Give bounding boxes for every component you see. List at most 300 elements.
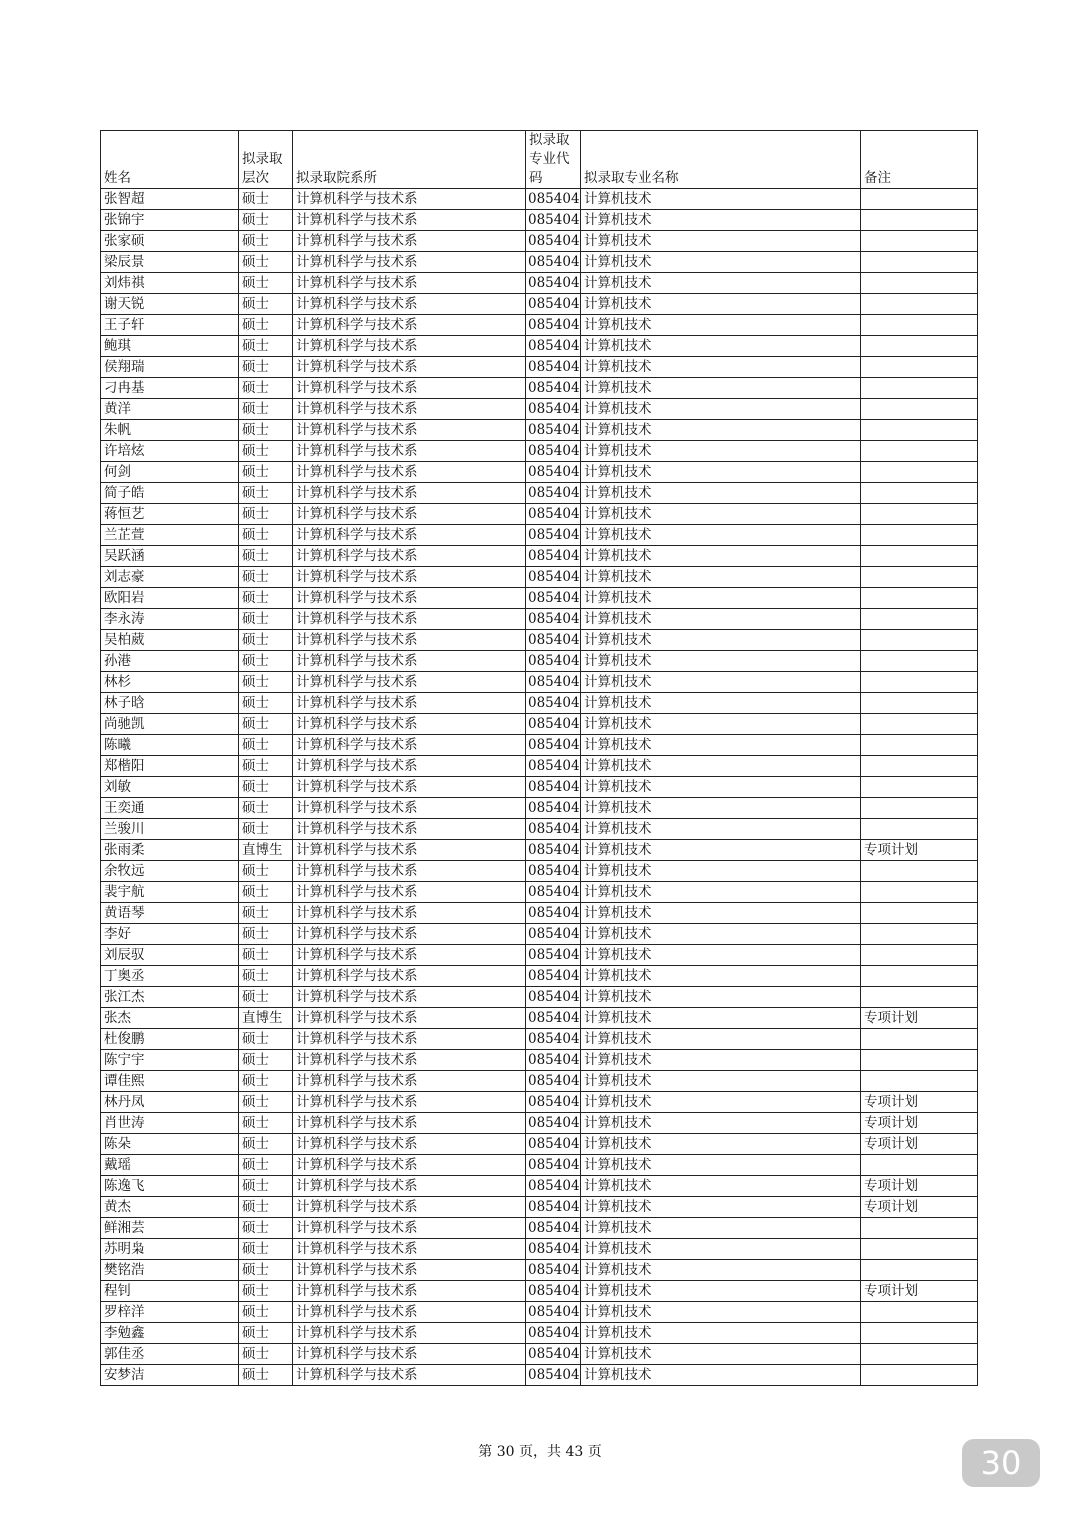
name-cell: 朱帆 xyxy=(101,420,239,441)
major-name-cell: 计算机技术 xyxy=(581,1092,861,1113)
page-number-badge: 30 xyxy=(962,1439,1040,1487)
level-cell: 硕士 xyxy=(239,735,293,756)
table-row xyxy=(101,378,978,399)
remarks-cell xyxy=(861,924,978,945)
remarks-cell xyxy=(861,231,978,252)
table-row xyxy=(101,1239,978,1260)
name-cell: 林子晗 xyxy=(101,693,239,714)
major-code-cell: 085404 xyxy=(526,714,581,735)
name-cell: 李勉鑫 xyxy=(101,1323,239,1344)
name-cell: 林杉 xyxy=(101,672,239,693)
major-name-cell: 计算机技术 xyxy=(581,336,861,357)
remarks-cell: 专项计划 xyxy=(861,1176,978,1197)
name-cell: 梁辰景 xyxy=(101,252,239,273)
name-cell: 兰芷萱 xyxy=(101,525,239,546)
department-cell: 计算机科学与技术系 xyxy=(293,651,526,672)
major-name-cell: 计算机技术 xyxy=(581,966,861,987)
department-cell: 计算机科学与技术系 xyxy=(293,1050,526,1071)
remarks-cell xyxy=(861,693,978,714)
department-cell: 计算机科学与技术系 xyxy=(293,903,526,924)
table-row xyxy=(101,609,978,630)
department-cell: 计算机科学与技术系 xyxy=(293,1365,526,1386)
major-name-cell: 计算机技术 xyxy=(581,378,861,399)
table-row xyxy=(101,1176,978,1197)
level-cell: 硕士 xyxy=(239,231,293,252)
major-code-cell: 085404 xyxy=(526,693,581,714)
department-cell: 计算机科学与技术系 xyxy=(293,735,526,756)
name-cell: 郑楷阳 xyxy=(101,756,239,777)
table-row xyxy=(101,1344,978,1365)
level-cell: 直博生 xyxy=(239,1008,293,1029)
remarks-cell xyxy=(861,987,978,1008)
level-cell: 硕士 xyxy=(239,399,293,420)
department-cell: 计算机科学与技术系 xyxy=(293,273,526,294)
name-cell: 尚驰凯 xyxy=(101,714,239,735)
remarks-cell xyxy=(861,903,978,924)
table-row xyxy=(101,504,978,525)
name-cell: 杜俊鹏 xyxy=(101,1029,239,1050)
level-cell: 硕士 xyxy=(239,945,293,966)
name-cell: 刘敏 xyxy=(101,777,239,798)
level-cell: 硕士 xyxy=(239,1365,293,1386)
major-code-cell: 085404 xyxy=(526,210,581,231)
name-cell: 张杰 xyxy=(101,1008,239,1029)
major-code-cell: 085404 xyxy=(526,609,581,630)
remarks-cell xyxy=(861,609,978,630)
level-cell: 硕士 xyxy=(239,1092,293,1113)
remarks-cell xyxy=(861,567,978,588)
major-code-cell: 085404 xyxy=(526,840,581,861)
table-row xyxy=(101,882,978,903)
name-cell: 刘炜祺 xyxy=(101,273,239,294)
remarks-cell xyxy=(861,819,978,840)
major-code-cell: 085404 xyxy=(526,504,581,525)
major-name-cell: 计算机技术 xyxy=(581,693,861,714)
remarks-cell xyxy=(861,357,978,378)
level-cell: 硕士 xyxy=(239,462,293,483)
department-cell: 计算机科学与技术系 xyxy=(293,1344,526,1365)
remarks-cell: 专项计划 xyxy=(861,840,978,861)
level-cell: 硕士 xyxy=(239,588,293,609)
name-cell: 陈逸飞 xyxy=(101,1176,239,1197)
table-row xyxy=(101,1113,978,1134)
remarks-cell xyxy=(861,399,978,420)
major-name-cell: 计算机技术 xyxy=(581,1155,861,1176)
level-cell: 直博生 xyxy=(239,840,293,861)
level-cell: 硕士 xyxy=(239,672,293,693)
major-name-cell: 计算机技术 xyxy=(581,399,861,420)
name-cell: 鲜湘芸 xyxy=(101,1218,239,1239)
table-row xyxy=(101,777,978,798)
table-row xyxy=(101,420,978,441)
major-code-cell: 085404 xyxy=(526,1260,581,1281)
department-cell: 计算机科学与技术系 xyxy=(293,1281,526,1302)
admission-table xyxy=(100,130,978,1386)
department-cell: 计算机科学与技术系 xyxy=(293,1029,526,1050)
department-cell: 计算机科学与技术系 xyxy=(293,294,526,315)
table-row xyxy=(101,210,978,231)
major-code-cell: 085404 xyxy=(526,357,581,378)
level-cell: 硕士 xyxy=(239,294,293,315)
level-cell: 硕士 xyxy=(239,1239,293,1260)
remarks-cell xyxy=(861,504,978,525)
remarks-cell xyxy=(861,483,978,504)
level-cell: 硕士 xyxy=(239,273,293,294)
table-row xyxy=(101,189,978,210)
name-cell: 王子轩 xyxy=(101,315,239,336)
major-name-cell: 计算机技术 xyxy=(581,1260,861,1281)
major-code-cell: 085404 xyxy=(526,252,581,273)
major-name-cell: 计算机技术 xyxy=(581,1176,861,1197)
department-cell: 计算机科学与技术系 xyxy=(293,609,526,630)
table-row xyxy=(101,1197,978,1218)
level-cell: 硕士 xyxy=(239,210,293,231)
remarks-cell xyxy=(861,798,978,819)
department-cell: 计算机科学与技术系 xyxy=(293,504,526,525)
major-name-cell: 计算机技术 xyxy=(581,861,861,882)
major-code-cell: 085404 xyxy=(526,756,581,777)
level-cell: 硕士 xyxy=(239,987,293,1008)
department-cell: 计算机科学与技术系 xyxy=(293,798,526,819)
major-code-cell: 085404 xyxy=(526,378,581,399)
major-name-cell: 计算机技术 xyxy=(581,294,861,315)
level-cell: 硕士 xyxy=(239,378,293,399)
remarks-cell xyxy=(861,630,978,651)
major-code-cell: 085404 xyxy=(526,420,581,441)
remarks-cell: 专项计划 xyxy=(861,1113,978,1134)
name-cell: 张智超 xyxy=(101,189,239,210)
remarks-cell xyxy=(861,966,978,987)
remarks-cell xyxy=(861,945,978,966)
table-row xyxy=(101,1218,978,1239)
major-code-cell: 085404 xyxy=(526,1176,581,1197)
major-code-cell: 085404 xyxy=(526,231,581,252)
table-row xyxy=(101,483,978,504)
department-cell: 计算机科学与技术系 xyxy=(293,231,526,252)
department-cell: 计算机科学与技术系 xyxy=(293,1092,526,1113)
remarks-cell: 专项计划 xyxy=(861,1197,978,1218)
major-name-cell: 计算机技术 xyxy=(581,546,861,567)
department-cell: 计算机科学与技术系 xyxy=(293,777,526,798)
table-row xyxy=(101,1050,978,1071)
table-row xyxy=(101,273,978,294)
header-name: 姓名 xyxy=(101,131,239,189)
major-name-cell: 计算机技术 xyxy=(581,483,861,504)
major-name-cell: 计算机技术 xyxy=(581,903,861,924)
name-cell: 黄杰 xyxy=(101,1197,239,1218)
level-cell: 硕士 xyxy=(239,609,293,630)
remarks-cell: 专项计划 xyxy=(861,1281,978,1302)
level-cell: 硕士 xyxy=(239,798,293,819)
table-row xyxy=(101,924,978,945)
major-name-cell: 计算机技术 xyxy=(581,210,861,231)
level-cell: 硕士 xyxy=(239,714,293,735)
level-cell: 硕士 xyxy=(239,630,293,651)
header-level: 拟录取层次 xyxy=(239,131,293,189)
table-row xyxy=(101,861,978,882)
remarks-cell xyxy=(861,1260,978,1281)
major-name-cell: 计算机技术 xyxy=(581,735,861,756)
remarks-cell xyxy=(861,1050,978,1071)
table-row xyxy=(101,399,978,420)
level-cell: 硕士 xyxy=(239,1218,293,1239)
level-cell: 硕士 xyxy=(239,525,293,546)
level-cell: 硕士 xyxy=(239,1344,293,1365)
table-row xyxy=(101,1092,978,1113)
name-cell: 吴跃涵 xyxy=(101,546,239,567)
major-name-cell: 计算机技术 xyxy=(581,1344,861,1365)
remarks-cell: 专项计划 xyxy=(861,1008,978,1029)
table-row xyxy=(101,294,978,315)
major-name-cell: 计算机技术 xyxy=(581,462,861,483)
level-cell: 硕士 xyxy=(239,336,293,357)
remarks-cell xyxy=(861,294,978,315)
major-code-cell: 085404 xyxy=(526,945,581,966)
major-code-cell: 085404 xyxy=(526,483,581,504)
department-cell: 计算机科学与技术系 xyxy=(293,1323,526,1344)
major-code-cell: 085404 xyxy=(526,1197,581,1218)
table-row xyxy=(101,903,978,924)
level-cell: 硕士 xyxy=(239,693,293,714)
remarks-cell xyxy=(861,525,978,546)
remarks-cell xyxy=(861,189,978,210)
department-cell: 计算机科学与技术系 xyxy=(293,441,526,462)
remarks-cell xyxy=(861,252,978,273)
remarks-cell xyxy=(861,1155,978,1176)
name-cell: 简子皓 xyxy=(101,483,239,504)
name-cell: 苏明枭 xyxy=(101,1239,239,1260)
level-cell: 硕士 xyxy=(239,1176,293,1197)
remarks-cell xyxy=(861,273,978,294)
level-cell: 硕士 xyxy=(239,966,293,987)
remarks-cell xyxy=(861,1365,978,1386)
department-cell: 计算机科学与技术系 xyxy=(293,819,526,840)
department-cell: 计算机科学与技术系 xyxy=(293,252,526,273)
major-code-cell: 085404 xyxy=(526,672,581,693)
table-row xyxy=(101,1365,978,1386)
table-row xyxy=(101,1071,978,1092)
table-row xyxy=(101,1155,978,1176)
level-cell: 硕士 xyxy=(239,483,293,504)
department-cell: 计算机科学与技术系 xyxy=(293,483,526,504)
table-row xyxy=(101,546,978,567)
major-name-cell: 计算机技术 xyxy=(581,525,861,546)
remarks-cell xyxy=(861,756,978,777)
remarks-cell xyxy=(861,1218,978,1239)
table-row xyxy=(101,1323,978,1344)
name-cell: 陈朵 xyxy=(101,1134,239,1155)
remarks-cell xyxy=(861,1029,978,1050)
level-cell: 硕士 xyxy=(239,357,293,378)
name-cell: 鲍琪 xyxy=(101,336,239,357)
page-footer: 第 30 页，共 43 页 xyxy=(478,1444,602,1460)
level-cell: 硕士 xyxy=(239,1029,293,1050)
major-code-cell: 085404 xyxy=(526,798,581,819)
major-code-cell: 085404 xyxy=(526,651,581,672)
major-code-cell: 085404 xyxy=(526,189,581,210)
table-row xyxy=(101,651,978,672)
table-row xyxy=(101,462,978,483)
level-cell: 硕士 xyxy=(239,1113,293,1134)
major-code-cell: 085404 xyxy=(526,1323,581,1344)
name-cell: 王奕通 xyxy=(101,798,239,819)
department-cell: 计算机科学与技术系 xyxy=(293,756,526,777)
table-row xyxy=(101,798,978,819)
major-code-cell: 085404 xyxy=(526,966,581,987)
major-code-cell: 085404 xyxy=(526,462,581,483)
name-cell: 余牧远 xyxy=(101,861,239,882)
major-code-cell: 085404 xyxy=(526,861,581,882)
major-code-cell: 085404 xyxy=(526,1008,581,1029)
table-row xyxy=(101,987,978,1008)
level-cell: 硕士 xyxy=(239,1197,293,1218)
major-name-cell: 计算机技术 xyxy=(581,189,861,210)
table-row xyxy=(101,840,978,861)
table-row xyxy=(101,1029,978,1050)
major-name-cell: 计算机技术 xyxy=(581,714,861,735)
major-name-cell: 计算机技术 xyxy=(581,819,861,840)
name-cell: 孙港 xyxy=(101,651,239,672)
department-cell: 计算机科学与技术系 xyxy=(293,357,526,378)
major-code-cell: 085404 xyxy=(526,1302,581,1323)
major-code-cell: 085404 xyxy=(526,777,581,798)
level-cell: 硕士 xyxy=(239,1260,293,1281)
level-cell: 硕士 xyxy=(239,441,293,462)
name-cell: 林丹凤 xyxy=(101,1092,239,1113)
remarks-cell xyxy=(861,441,978,462)
remarks-cell xyxy=(861,1344,978,1365)
department-cell: 计算机科学与技术系 xyxy=(293,525,526,546)
major-code-cell: 085404 xyxy=(526,819,581,840)
level-cell: 硕士 xyxy=(239,546,293,567)
name-cell: 刁冉基 xyxy=(101,378,239,399)
header-department: 拟录取院系所 xyxy=(293,131,526,189)
department-cell: 计算机科学与技术系 xyxy=(293,399,526,420)
level-cell: 硕士 xyxy=(239,567,293,588)
remarks-cell xyxy=(861,1302,978,1323)
department-cell: 计算机科学与技术系 xyxy=(293,315,526,336)
major-name-cell: 计算机技术 xyxy=(581,273,861,294)
major-name-cell: 计算机技术 xyxy=(581,1071,861,1092)
department-cell: 计算机科学与技术系 xyxy=(293,945,526,966)
level-cell: 硕士 xyxy=(239,1281,293,1302)
major-code-cell: 085404 xyxy=(526,525,581,546)
level-cell: 硕士 xyxy=(239,924,293,945)
name-cell: 陈曦 xyxy=(101,735,239,756)
name-cell: 丁奥丞 xyxy=(101,966,239,987)
name-cell: 安梦洁 xyxy=(101,1365,239,1386)
level-cell: 硕士 xyxy=(239,189,293,210)
major-name-cell: 计算机技术 xyxy=(581,1218,861,1239)
major-code-cell: 085404 xyxy=(526,294,581,315)
major-name-cell: 计算机技术 xyxy=(581,840,861,861)
table-row xyxy=(101,756,978,777)
department-cell: 计算机科学与技术系 xyxy=(293,1260,526,1281)
level-cell: 硕士 xyxy=(239,777,293,798)
level-cell: 硕士 xyxy=(239,651,293,672)
remarks-cell xyxy=(861,672,978,693)
major-name-cell: 计算机技术 xyxy=(581,882,861,903)
name-cell: 刘辰驭 xyxy=(101,945,239,966)
department-cell: 计算机科学与技术系 xyxy=(293,1113,526,1134)
major-code-cell: 085404 xyxy=(526,1092,581,1113)
major-name-cell: 计算机技术 xyxy=(581,798,861,819)
major-code-cell: 085404 xyxy=(526,315,581,336)
level-cell: 硕士 xyxy=(239,504,293,525)
level-cell: 硕士 xyxy=(239,252,293,273)
table-row xyxy=(101,1281,978,1302)
table-row xyxy=(101,357,978,378)
major-code-cell: 085404 xyxy=(526,567,581,588)
department-cell: 计算机科学与技术系 xyxy=(293,462,526,483)
table-row xyxy=(101,525,978,546)
table-row xyxy=(101,1008,978,1029)
name-cell: 刘志豪 xyxy=(101,567,239,588)
major-name-cell: 计算机技术 xyxy=(581,420,861,441)
department-cell: 计算机科学与技术系 xyxy=(293,1155,526,1176)
level-cell: 硕士 xyxy=(239,882,293,903)
major-name-cell: 计算机技术 xyxy=(581,1008,861,1029)
name-cell: 侯翔瑞 xyxy=(101,357,239,378)
major-name-cell: 计算机技术 xyxy=(581,1197,861,1218)
table-row xyxy=(101,714,978,735)
major-name-cell: 计算机技术 xyxy=(581,777,861,798)
major-name-cell: 计算机技术 xyxy=(581,441,861,462)
name-cell: 罗梓洋 xyxy=(101,1302,239,1323)
major-name-cell: 计算机技术 xyxy=(581,756,861,777)
major-code-cell: 085404 xyxy=(526,903,581,924)
major-name-cell: 计算机技术 xyxy=(581,588,861,609)
major-code-cell: 085404 xyxy=(526,924,581,945)
name-cell: 黄语琴 xyxy=(101,903,239,924)
remarks-cell xyxy=(861,315,978,336)
remarks-cell xyxy=(861,714,978,735)
name-cell: 谭佳熙 xyxy=(101,1071,239,1092)
level-cell: 硕士 xyxy=(239,315,293,336)
major-name-cell: 计算机技术 xyxy=(581,357,861,378)
department-cell: 计算机科学与技术系 xyxy=(293,672,526,693)
name-cell: 黄洋 xyxy=(101,399,239,420)
major-code-cell: 085404 xyxy=(526,1071,581,1092)
major-code-cell: 085404 xyxy=(526,630,581,651)
department-cell: 计算机科学与技术系 xyxy=(293,924,526,945)
major-name-cell: 计算机技术 xyxy=(581,1323,861,1344)
major-name-cell: 计算机技术 xyxy=(581,630,861,651)
major-name-cell: 计算机技术 xyxy=(581,1113,861,1134)
name-cell: 谢天锐 xyxy=(101,294,239,315)
major-code-cell: 085404 xyxy=(526,1029,581,1050)
remarks-cell: 专项计划 xyxy=(861,1134,978,1155)
table-row xyxy=(101,693,978,714)
name-cell: 张家硕 xyxy=(101,231,239,252)
major-code-cell: 085404 xyxy=(526,1050,581,1071)
name-cell: 何剑 xyxy=(101,462,239,483)
name-cell: 陈宁宇 xyxy=(101,1050,239,1071)
major-code-cell: 085404 xyxy=(526,1113,581,1134)
department-cell: 计算机科学与技术系 xyxy=(293,1008,526,1029)
major-code-cell: 085404 xyxy=(526,1155,581,1176)
major-code-cell: 085404 xyxy=(526,987,581,1008)
remarks-cell xyxy=(861,462,978,483)
remarks-cell xyxy=(861,861,978,882)
major-name-cell: 计算机技术 xyxy=(581,945,861,966)
table-body xyxy=(101,189,978,1386)
department-cell: 计算机科学与技术系 xyxy=(293,1176,526,1197)
level-cell: 硕士 xyxy=(239,420,293,441)
table-row xyxy=(101,588,978,609)
name-cell: 肖世涛 xyxy=(101,1113,239,1134)
department-cell: 计算机科学与技术系 xyxy=(293,336,526,357)
